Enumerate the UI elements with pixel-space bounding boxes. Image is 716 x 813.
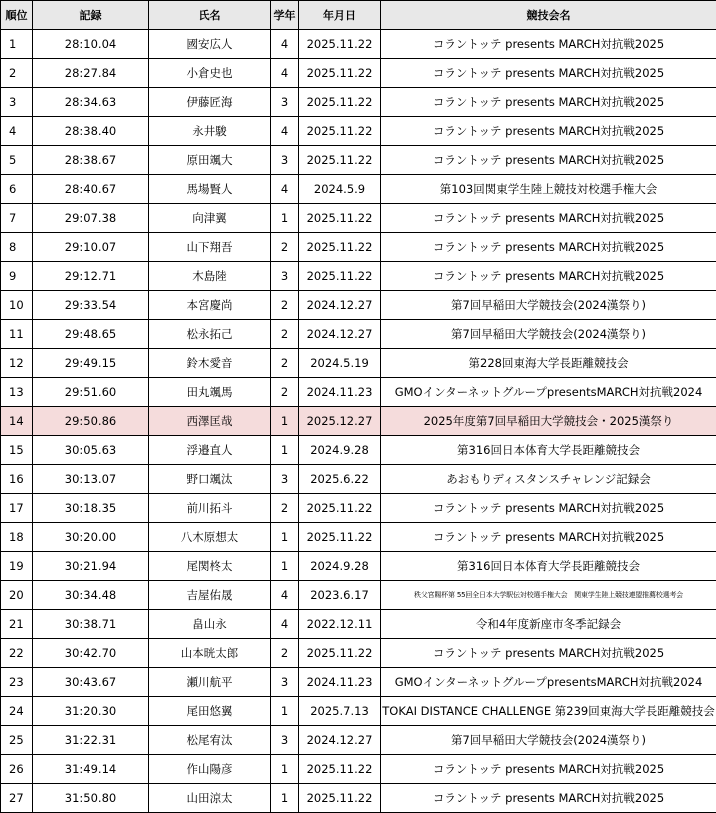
cell-grade: 4 bbox=[271, 117, 299, 146]
cell-name: 山本晄太郎 bbox=[149, 639, 271, 668]
table-row bbox=[1, 320, 716, 349]
cell-rank: 7 bbox=[1, 204, 33, 233]
cell-meet: コラントッテ presents MARCH対抗戦2025 bbox=[381, 262, 716, 291]
cell-record: 28:34.63 bbox=[33, 88, 149, 117]
cell-grade: 2 bbox=[271, 349, 299, 378]
cell-date: 2025.11.22 bbox=[299, 30, 381, 59]
cell-grade: 1 bbox=[271, 523, 299, 552]
cell-meet: TOKAI DISTANCE CHALLENGE 第239回東海大学長距離競技会 bbox=[381, 697, 716, 726]
cell-date: 2025.11.22 bbox=[299, 784, 381, 813]
cell-name: 西澤匡哉 bbox=[149, 407, 271, 436]
cell-grade: 4 bbox=[271, 175, 299, 204]
cell-grade: 4 bbox=[271, 581, 299, 610]
header-row bbox=[1, 1, 716, 30]
cell-name: 吉屋佑晟 bbox=[149, 581, 271, 610]
cell-date: 2024.12.27 bbox=[299, 291, 381, 320]
cell-grade: 2 bbox=[271, 320, 299, 349]
cell-rank: 24 bbox=[1, 697, 33, 726]
cell-rank: 19 bbox=[1, 552, 33, 581]
table-row bbox=[1, 88, 716, 117]
cell-name: 向津翼 bbox=[149, 204, 271, 233]
cell-date: 2025.11.22 bbox=[299, 755, 381, 784]
cell-date: 2024.12.27 bbox=[299, 726, 381, 755]
cell-record: 30:42.70 bbox=[33, 639, 149, 668]
table-row bbox=[1, 233, 716, 262]
cell-date: 2024.5.9 bbox=[299, 175, 381, 204]
cell-rank: 25 bbox=[1, 726, 33, 755]
cell-rank: 10 bbox=[1, 291, 33, 320]
cell-date: 2025.12.27 bbox=[299, 407, 381, 436]
cell-meet: 第7回早稲田大学競技会(2024漢祭り) bbox=[381, 320, 716, 349]
cell-rank: 16 bbox=[1, 465, 33, 494]
table-row bbox=[1, 726, 716, 755]
cell-name: 伊藤匠海 bbox=[149, 88, 271, 117]
cell-date: 2025.11.22 bbox=[299, 204, 381, 233]
cell-meet: 2025年度第7回早稲田大学競技会・2025漢祭り bbox=[381, 407, 716, 436]
cell-meet: コラントッテ presents MARCH対抗戦2025 bbox=[381, 233, 716, 262]
cell-name: 松尾宥汰 bbox=[149, 726, 271, 755]
cell-record: 29:07.38 bbox=[33, 204, 149, 233]
cell-name: 畠山永 bbox=[149, 610, 271, 639]
cell-grade: 2 bbox=[271, 639, 299, 668]
cell-grade: 1 bbox=[271, 407, 299, 436]
cell-record: 29:33.54 bbox=[33, 291, 149, 320]
table-row bbox=[1, 30, 716, 59]
cell-name: 松永拓己 bbox=[149, 320, 271, 349]
cell-name: 山田涼太 bbox=[149, 784, 271, 813]
cell-meet: GMOインターネットグループpresentsMARCH対抗戦2024 bbox=[381, 378, 716, 407]
cell-name: 國安広人 bbox=[149, 30, 271, 59]
cell-record: 29:10.07 bbox=[33, 233, 149, 262]
table-row bbox=[1, 117, 716, 146]
cell-meet: 令和4年度新座市冬季記録会 bbox=[381, 610, 716, 639]
cell-date: 2024.11.23 bbox=[299, 668, 381, 697]
cell-date: 2025.11.22 bbox=[299, 88, 381, 117]
cell-meet: 第103回関東学生陸上競技対校選手権大会 bbox=[381, 175, 716, 204]
cell-date: 2025.11.22 bbox=[299, 233, 381, 262]
table-row bbox=[1, 755, 716, 784]
cell-rank: 6 bbox=[1, 175, 33, 204]
cell-meet: コラントッテ presents MARCH対抗戦2025 bbox=[381, 30, 716, 59]
cell-name: 作山陽彦 bbox=[149, 755, 271, 784]
cell-record: 30:05.63 bbox=[33, 436, 149, 465]
table-row bbox=[1, 581, 716, 610]
cell-name: 尾田悠翼 bbox=[149, 697, 271, 726]
cell-date: 2025.11.22 bbox=[299, 59, 381, 88]
cell-meet: コラントッテ presents MARCH対抗戦2025 bbox=[381, 755, 716, 784]
cell-record: 29:48.65 bbox=[33, 320, 149, 349]
cell-grade: 1 bbox=[271, 204, 299, 233]
cell-record: 28:27.84 bbox=[33, 59, 149, 88]
cell-grade: 1 bbox=[271, 552, 299, 581]
table-row bbox=[1, 349, 716, 378]
header-meet: 競技会名 bbox=[381, 1, 716, 30]
cell-name: 山下翔吾 bbox=[149, 233, 271, 262]
cell-grade: 1 bbox=[271, 755, 299, 784]
cell-grade: 4 bbox=[271, 30, 299, 59]
cell-rank: 11 bbox=[1, 320, 33, 349]
cell-date: 2024.12.27 bbox=[299, 320, 381, 349]
cell-name: 永井駿 bbox=[149, 117, 271, 146]
cell-name: 尾関柊太 bbox=[149, 552, 271, 581]
cell-rank: 9 bbox=[1, 262, 33, 291]
cell-record: 31:50.80 bbox=[33, 784, 149, 813]
cell-meet: コラントッテ presents MARCH対抗戦2025 bbox=[381, 117, 716, 146]
cell-rank: 14 bbox=[1, 407, 33, 436]
cell-rank: 4 bbox=[1, 117, 33, 146]
cell-record: 31:49.14 bbox=[33, 755, 149, 784]
table-body bbox=[1, 30, 716, 813]
cell-date: 2025.11.22 bbox=[299, 262, 381, 291]
cell-date: 2025.11.22 bbox=[299, 146, 381, 175]
cell-record: 28:40.67 bbox=[33, 175, 149, 204]
table-row bbox=[1, 697, 716, 726]
cell-record: 30:20.00 bbox=[33, 523, 149, 552]
cell-grade: 2 bbox=[271, 494, 299, 523]
cell-record: 28:10.04 bbox=[33, 30, 149, 59]
header-name: 氏名 bbox=[149, 1, 271, 30]
table-row bbox=[1, 204, 716, 233]
table-row bbox=[1, 610, 716, 639]
cell-name: 本宮慶尚 bbox=[149, 291, 271, 320]
cell-record: 29:12.71 bbox=[33, 262, 149, 291]
cell-date: 2024.9.28 bbox=[299, 552, 381, 581]
cell-rank: 21 bbox=[1, 610, 33, 639]
cell-meet: コラントッテ presents MARCH対抗戦2025 bbox=[381, 639, 716, 668]
cell-grade: 2 bbox=[271, 291, 299, 320]
cell-grade: 2 bbox=[271, 233, 299, 262]
cell-date: 2024.5.19 bbox=[299, 349, 381, 378]
cell-record: 30:43.67 bbox=[33, 668, 149, 697]
table-row bbox=[1, 291, 716, 320]
cell-grade: 3 bbox=[271, 726, 299, 755]
cell-name: 野口颯汰 bbox=[149, 465, 271, 494]
cell-record: 30:13.07 bbox=[33, 465, 149, 494]
cell-name: 田丸颯馬 bbox=[149, 378, 271, 407]
header-rank: 順位 bbox=[1, 1, 33, 30]
cell-date: 2025.7.13 bbox=[299, 697, 381, 726]
cell-meet: GMOインターネットグループpresentsMARCH対抗戦2024 bbox=[381, 668, 716, 697]
cell-date: 2022.12.11 bbox=[299, 610, 381, 639]
cell-record: 28:38.40 bbox=[33, 117, 149, 146]
cell-meet: コラントッテ presents MARCH対抗戦2025 bbox=[381, 494, 716, 523]
cell-date: 2024.11.23 bbox=[299, 378, 381, 407]
cell-rank: 3 bbox=[1, 88, 33, 117]
table-row bbox=[1, 436, 716, 465]
cell-name: 馬場賢人 bbox=[149, 175, 271, 204]
table-row bbox=[1, 465, 716, 494]
cell-meet: 第7回早稲田大学競技会(2024漢祭り) bbox=[381, 291, 716, 320]
cell-grade: 4 bbox=[271, 59, 299, 88]
table-row bbox=[1, 523, 716, 552]
cell-rank: 13 bbox=[1, 378, 33, 407]
cell-date: 2025.11.22 bbox=[299, 639, 381, 668]
cell-record: 30:18.35 bbox=[33, 494, 149, 523]
table-row bbox=[1, 668, 716, 697]
cell-date: 2024.9.28 bbox=[299, 436, 381, 465]
cell-rank: 12 bbox=[1, 349, 33, 378]
cell-grade: 2 bbox=[271, 378, 299, 407]
table-row bbox=[1, 262, 716, 291]
cell-date: 2025.11.22 bbox=[299, 117, 381, 146]
cell-grade: 3 bbox=[271, 146, 299, 175]
cell-rank: 18 bbox=[1, 523, 33, 552]
cell-record: 31:22.31 bbox=[33, 726, 149, 755]
cell-name: 瀬川航平 bbox=[149, 668, 271, 697]
cell-record: 29:51.60 bbox=[33, 378, 149, 407]
cell-date: 2025.6.22 bbox=[299, 465, 381, 494]
cell-rank: 15 bbox=[1, 436, 33, 465]
cell-meet: コラントッテ presents MARCH対抗戦2025 bbox=[381, 59, 716, 88]
cell-rank: 8 bbox=[1, 233, 33, 262]
cell-rank: 1 bbox=[1, 30, 33, 59]
header-grade: 学年 bbox=[271, 1, 299, 30]
cell-grade: 1 bbox=[271, 784, 299, 813]
table-row bbox=[1, 175, 716, 204]
cell-name: 前川拓斗 bbox=[149, 494, 271, 523]
cell-rank: 26 bbox=[1, 755, 33, 784]
cell-date: 2025.11.22 bbox=[299, 523, 381, 552]
cell-record: 31:20.30 bbox=[33, 697, 149, 726]
cell-record: 29:50.86 bbox=[33, 407, 149, 436]
table-row bbox=[1, 59, 716, 88]
cell-rank: 5 bbox=[1, 146, 33, 175]
cell-grade: 1 bbox=[271, 436, 299, 465]
table-row bbox=[1, 378, 716, 407]
cell-record: 30:38.71 bbox=[33, 610, 149, 639]
cell-meet: 第228回東海大学長距離競技会 bbox=[381, 349, 716, 378]
cell-meet: コラントッテ presents MARCH対抗戦2025 bbox=[381, 204, 716, 233]
cell-date: 2023.6.17 bbox=[299, 581, 381, 610]
cell-meet: 第7回早稲田大学競技会(2024漢祭り) bbox=[381, 726, 716, 755]
cell-rank: 20 bbox=[1, 581, 33, 610]
cell-grade: 1 bbox=[271, 697, 299, 726]
table-row bbox=[1, 146, 716, 175]
cell-name: 原田颯大 bbox=[149, 146, 271, 175]
cell-rank: 2 bbox=[1, 59, 33, 88]
cell-name: 浮邉直人 bbox=[149, 436, 271, 465]
cell-rank: 22 bbox=[1, 639, 33, 668]
cell-meet: 秩父宮賜杯第 55回全日本大学駅伝対校選手権大会 関東学生陸上競技連盟推薦校選考会 bbox=[381, 581, 716, 610]
header-record: 記録 bbox=[33, 1, 149, 30]
cell-grade: 3 bbox=[271, 262, 299, 291]
cell-record: 28:38.67 bbox=[33, 146, 149, 175]
table-row bbox=[1, 494, 716, 523]
cell-record: 30:21.94 bbox=[33, 552, 149, 581]
table-row bbox=[1, 784, 716, 813]
table-row bbox=[1, 407, 716, 436]
cell-record: 30:34.48 bbox=[33, 581, 149, 610]
cell-record: 29:49.15 bbox=[33, 349, 149, 378]
cell-meet: コラントッテ presents MARCH対抗戦2025 bbox=[381, 146, 716, 175]
cell-date: 2025.11.22 bbox=[299, 494, 381, 523]
cell-meet: コラントッテ presents MARCH対抗戦2025 bbox=[381, 88, 716, 117]
cell-meet: 第316回日本体育大学長距離競技会 bbox=[381, 552, 716, 581]
table-row bbox=[1, 552, 716, 581]
cell-grade: 3 bbox=[271, 668, 299, 697]
cell-meet: コラントッテ presents MARCH対抗戦2025 bbox=[381, 784, 716, 813]
cell-grade: 3 bbox=[271, 88, 299, 117]
cell-rank: 23 bbox=[1, 668, 33, 697]
cell-grade: 4 bbox=[271, 610, 299, 639]
cell-meet: 第316回日本体育大学長距離競技会 bbox=[381, 436, 716, 465]
cell-rank: 27 bbox=[1, 784, 33, 813]
header-date: 年月日 bbox=[299, 1, 381, 30]
cell-name: 鈴木愛音 bbox=[149, 349, 271, 378]
table-row bbox=[1, 639, 716, 668]
cell-meet: コラントッテ presents MARCH対抗戦2025 bbox=[381, 523, 716, 552]
cell-name: 八木原想太 bbox=[149, 523, 271, 552]
cell-meet: あおもりディスタンスチャレンジ記録会 bbox=[381, 465, 716, 494]
cell-grade: 3 bbox=[271, 465, 299, 494]
cell-name: 小倉史也 bbox=[149, 59, 271, 88]
cell-name: 木島陸 bbox=[149, 262, 271, 291]
cell-rank: 17 bbox=[1, 494, 33, 523]
